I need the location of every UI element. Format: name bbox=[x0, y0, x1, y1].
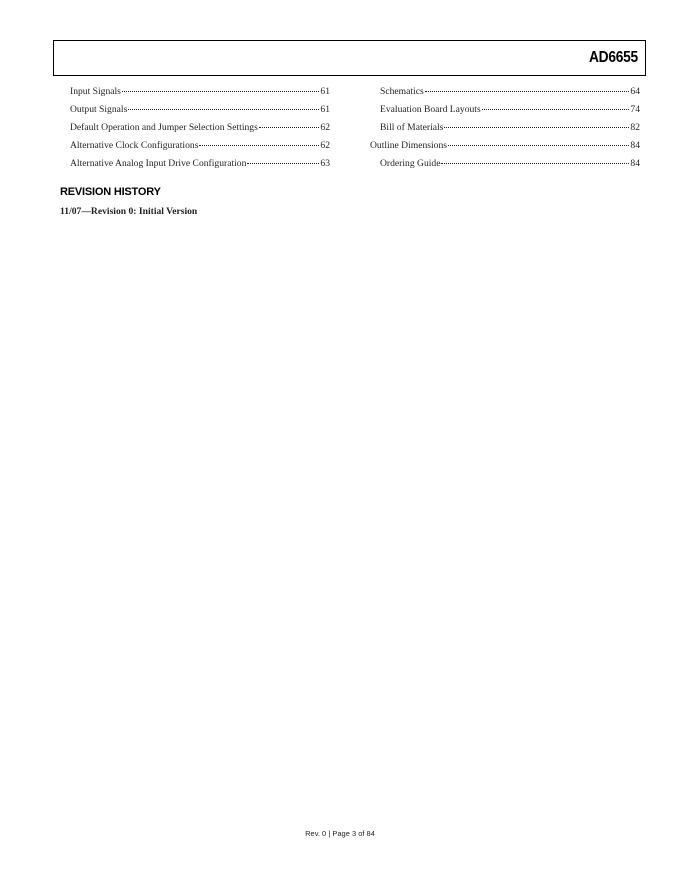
toc-entry[interactable] bbox=[60, 86, 330, 104]
toc-entry[interactable] bbox=[370, 104, 640, 122]
toc-leader-dots bbox=[199, 145, 319, 146]
toc-leader-dots bbox=[441, 163, 629, 164]
toc-entry-label: Alternative Analog Input Drive Configuration bbox=[70, 158, 247, 169]
toc-entry[interactable] bbox=[370, 86, 640, 104]
revision-entry: 11/07—Revision 0: Initial Version bbox=[60, 206, 198, 217]
toc-entry[interactable] bbox=[370, 122, 640, 140]
toc-entry-label: Input Signals bbox=[70, 86, 121, 97]
revision-history-heading: REVISION HISTORY bbox=[60, 186, 161, 198]
toc-entry-page: 61 bbox=[320, 86, 330, 97]
toc-entry-label: Bill of Materials bbox=[380, 122, 444, 133]
toc-leader-dots bbox=[425, 91, 630, 92]
toc-entry[interactable] bbox=[60, 122, 330, 140]
toc-entry[interactable] bbox=[60, 104, 330, 122]
toc-entry[interactable] bbox=[60, 158, 330, 176]
toc-leader-dots bbox=[448, 145, 629, 146]
toc-entry-label: Ordering Guide bbox=[380, 158, 441, 169]
toc-entry[interactable] bbox=[370, 140, 640, 158]
toc-leader-dots bbox=[247, 163, 319, 164]
toc-right-column bbox=[370, 86, 640, 176]
toc-entry-label: Output Signals bbox=[70, 104, 128, 115]
toc-entry-page: 84 bbox=[630, 140, 640, 151]
toc-entry-page: 63 bbox=[320, 158, 330, 169]
toc-leader-dots bbox=[444, 127, 629, 128]
toc-leader-dots bbox=[128, 109, 319, 110]
page-footer: Rev. 0 | Page 3 of 84 bbox=[305, 829, 375, 838]
part-number: AD6655 bbox=[589, 49, 638, 66]
toc-entry-page: 62 bbox=[320, 122, 330, 133]
toc-entry-page: 74 bbox=[630, 104, 640, 115]
toc-entry-label: Default Operation and Jumper Selection Settings bbox=[70, 122, 258, 133]
toc-entry-page: 82 bbox=[630, 122, 640, 133]
page-header bbox=[53, 40, 646, 76]
toc-entry[interactable] bbox=[370, 158, 640, 176]
toc-entry-page: 64 bbox=[630, 86, 640, 97]
toc-left-column bbox=[60, 86, 330, 176]
toc-entry[interactable] bbox=[60, 140, 330, 158]
toc-entry-label: Schematics bbox=[380, 86, 424, 97]
toc-leader-dots bbox=[482, 109, 630, 110]
toc-entry-page: 84 bbox=[630, 158, 640, 169]
toc-entry-page: 61 bbox=[320, 104, 330, 115]
toc-entry-page: 62 bbox=[320, 140, 330, 151]
toc-entry-label: Evaluation Board Layouts bbox=[380, 104, 481, 115]
toc-entry-label: Alternative Clock Configurations bbox=[70, 140, 199, 151]
toc-leader-dots bbox=[122, 91, 320, 92]
toc-entry-label: Outline Dimensions bbox=[370, 140, 448, 151]
toc-leader-dots bbox=[259, 127, 320, 128]
